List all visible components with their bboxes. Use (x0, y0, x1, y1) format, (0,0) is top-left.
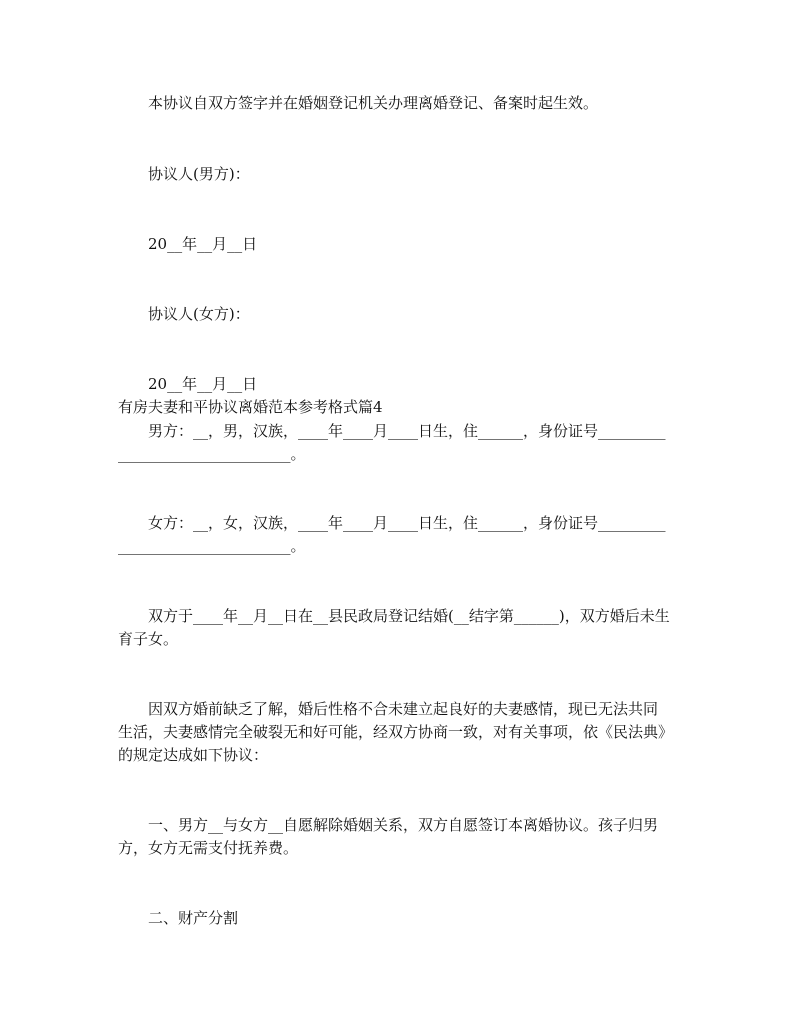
female-info: 女方：__，女，汉族，____年____月____日生，住______，身份证号________________________________。 (118, 514, 666, 555)
male-info: 男方：__，男，汉族，____年____月____日生，住______，身份证号________________________________。 (118, 422, 666, 463)
signer-female-label: 协议人(女方)： (148, 305, 250, 323)
clause-one: 一、男方__与女方__自愿解除婚姻关系，双方自愿签订本离婚协议。孩子归男方，女方无需支付抚养费。 (118, 816, 659, 857)
marriage-info: 双方于____年__月__日在__县民政局登记结婚(__结字第______)，双方婚后未生育子女。 (118, 607, 670, 648)
divorce-reason: 因双方婚前缺乏了解，婚后性格不合未建立起良好的夫妻感情，现已无法共同生活，夫妻感情完全破裂无和好可能，经双方协商一致，对有关事项，依《民法典》的规定达成如下协议： (118, 700, 666, 764)
date-line-1: 20__年__月__日 (148, 235, 258, 253)
clause-two: 二、财产分割 (148, 909, 239, 927)
effective-clause: 本协议自双方签字并在婚姻登记机关办理离婚登记、备案时起生效。 (148, 94, 599, 112)
section-title: 有房夫妻和平协议离婚范本参考格式篇4 (118, 398, 383, 416)
signer-male-label: 协议人(男方)： (148, 165, 250, 183)
date-line-2: 20__年__月__日 (148, 375, 258, 393)
